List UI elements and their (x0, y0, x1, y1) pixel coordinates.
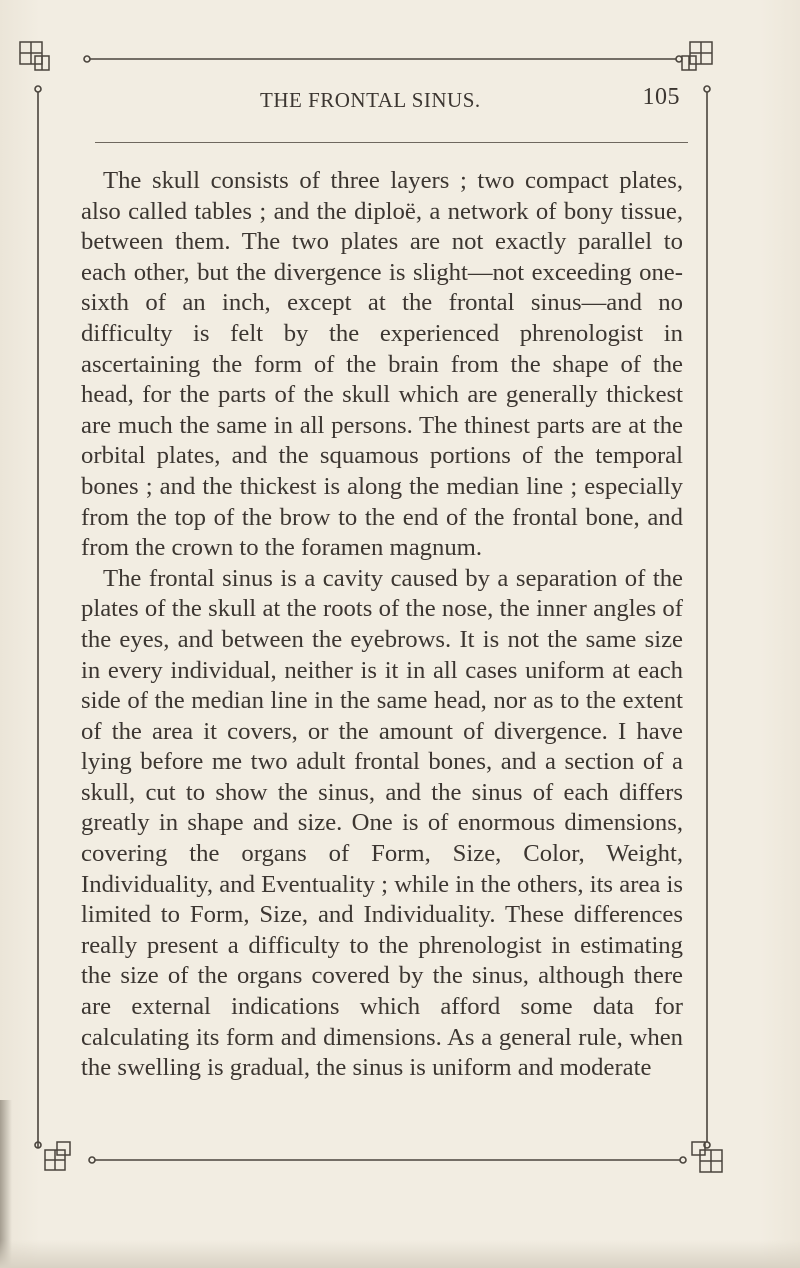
corner-ornament-top-left (20, 42, 49, 70)
corner-ornament-top-right (682, 42, 712, 70)
page-header (80, 82, 680, 122)
body-text (81, 166, 683, 1084)
running-head: THE FRONTAL SINUS. (260, 88, 481, 112)
corner-ornament-bottom-right (692, 1142, 722, 1172)
page-number: 105 (642, 84, 680, 110)
paragraph: The frontal sinus is a cavity caused by a separation of the plates of the skull at the roots of the nose, the inner angles of the eyes, and between the eyebrows. It is not the same size in every individual, neither is it in all cases uniform at each side of the median line in the same head, nor as to the extent of the area it covers, or the amount of divergence. I have lying before me two adult frontal bones, and a section of a skull, cut to show the sinus, and the sinus of each differs greatly in shape and size. One is of enormous dimensions, covering the organs of Form, Size, Color, Weight, Individuality, and Eventuality ; while in the others, its area is limited to Form, Size, and Individuality. These differences really present a difficulty to the phrenologist in estimating the size of the organs covered by the sinus, although there are external indications which afford some data for calculating its form and dimensions. As a general rule, when the swelling is gradual, the sinus is uniform and moderate (81, 564, 683, 1082)
page-bottom-shadow (0, 1240, 800, 1268)
header-divider (95, 142, 688, 143)
corner-ornament-bottom-left (45, 1142, 70, 1170)
paragraph: The skull consists of three layers ; two compact plates, also called tables ; and the diploë, a network of bony tissue, between them. The two plates are not exactly parallel to each other, but the divergence is slight—not exceeding one-sixth of an inch, except at the frontal sinus—and no difficulty is felt by the experienced phrenologist in ascertaining the form of the brain from the shape of the head, for the parts of the skull which are generally thickest are much the same in all persons. The thinest parts are at the orbital plates, and the squamous portions of the temporal bones ; and the thickest is along the median line ; especially from the top of the brow to the end of the frontal bone, and from the crown to the foramen magnum. (81, 167, 683, 562)
